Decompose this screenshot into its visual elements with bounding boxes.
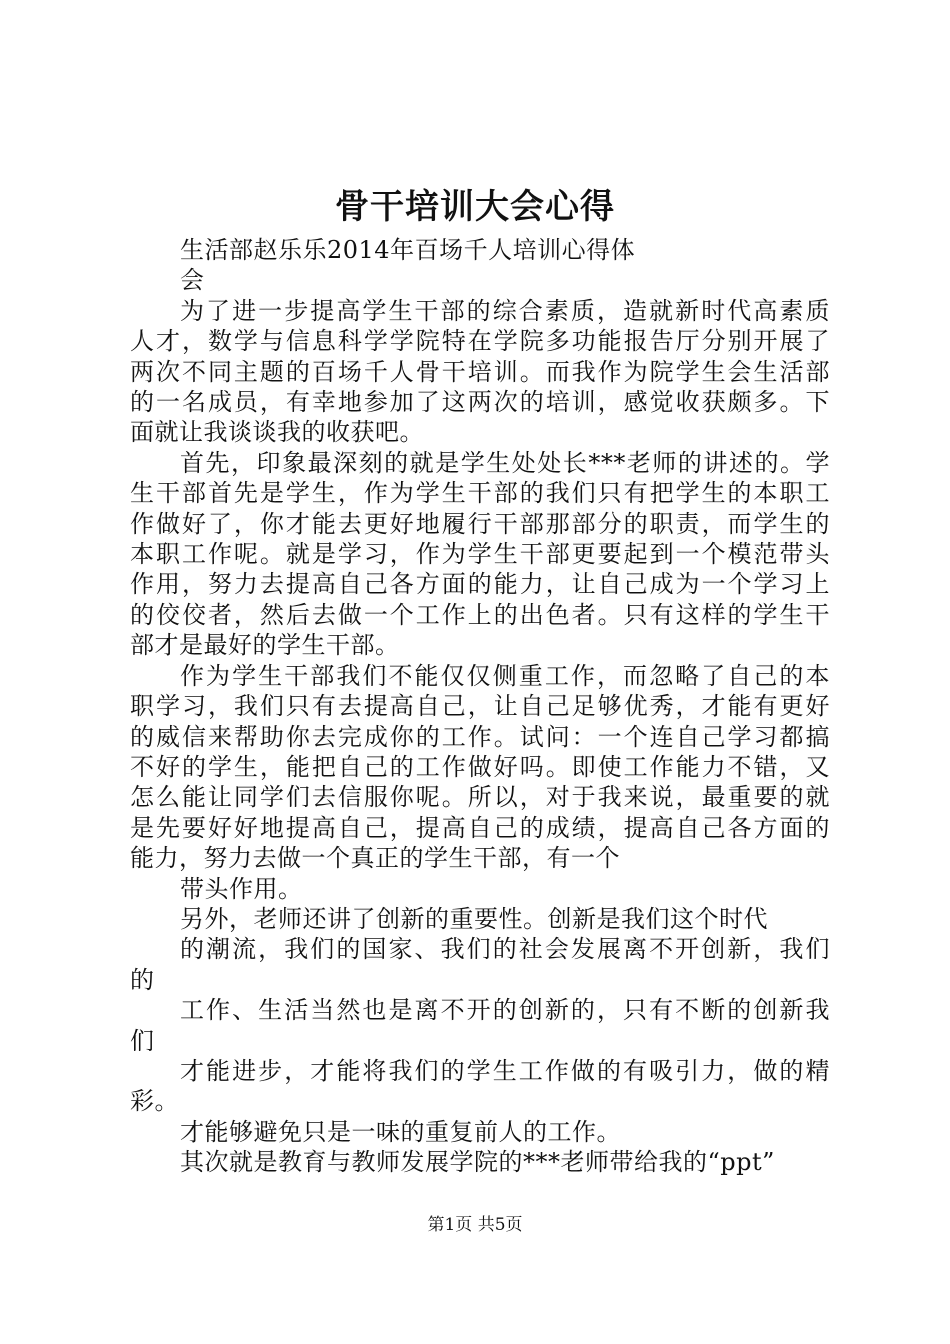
body-line: 是先要好好地提高自己，提高自己的成绩，提高自己各方面的: [130, 813, 830, 842]
body-line: 作用，努力去提高自己各方面的能力，让自己成为一个学习上: [130, 570, 830, 599]
body-line: 作做好了，你才能去更好地履行干部那部分的职责，而学生的: [130, 509, 830, 538]
body-line: 生干部首先是学生，作为学生干部的我们只有把学生的本职工: [130, 479, 830, 508]
body-line: 彩。: [130, 1087, 179, 1116]
body-line: 能力，努力去做一个真正的学生干部，有一个: [130, 844, 620, 873]
body-line: 作为学生干部我们不能仅仅侧重工作，而忽略了自己的本: [180, 661, 830, 690]
body-line: 本职工作呢。就是学习，作为学生干部更要起到一个模范带头: [130, 540, 830, 569]
body-line: 们: [130, 1026, 155, 1055]
body-line: 的: [130, 965, 155, 994]
body-line: 面就让我谈谈我的收获吧。: [130, 418, 424, 447]
body-line: 的佼佼者，然后去做一个工作上的出色者。只有这样的学生干: [130, 600, 830, 629]
body-line: 工作、生活当然也是离不开的创新的，只有不断的创新我: [180, 996, 830, 1025]
body-line: 带头作用。: [180, 874, 303, 903]
body-line: 才能够避免只是一味的重复前人的工作。: [180, 1117, 621, 1146]
body-line: 人才，数学与信息科学学院特在学院多功能报告厅分别开展了: [130, 327, 830, 356]
body-line: 不好的学生，能把自己的工作做好吗。即使工作能力不错，又: [130, 752, 830, 781]
body-line: 怎么能让同学们去信服你呢。所以，对于我来说，最重要的就: [130, 783, 830, 812]
body-line: 的潮流，我们的国家、我们的社会发展离不开创新，我们: [180, 935, 830, 964]
document-title: 骨干培训大会心得: [335, 187, 615, 227]
body-line: 的威信来帮助你去完成你的工作。试问：一个连自己学习都搞: [130, 722, 830, 751]
body-line: 的一名成员，有幸地参加了这两次的培训，感觉收获颇多。下: [130, 388, 830, 417]
body-line: 会: [180, 266, 205, 295]
body-line: 才能进步，才能将我们的学生工作做的有吸引力，做的精: [180, 1056, 830, 1085]
body-line: 另外，老师还讲了创新的重要性。创新是我们这个时代: [180, 904, 768, 933]
body-line: 为了进一步提高学生干部的综合素质，造就新时代高素质: [180, 296, 830, 325]
document-body: [130, 235, 830, 1178]
page-footer: 第1页 共5页: [427, 1215, 523, 1235]
body-line: 生活部赵乐乐2014年百场千人培训心得体: [180, 236, 636, 264]
body-line: 其次就是教育与教师发展学院的***老师带给我的“ppt”: [180, 1148, 775, 1177]
body-line: 职学习，我们只有去提高自己，让自己足够优秀，才能有更好: [130, 692, 830, 721]
body-line: 部才是最好的学生干部。: [130, 631, 400, 660]
body-line: 首先，印象最深刻的就是学生处处长***老师的讲述的。学: [180, 448, 830, 477]
body-line: 两次不同主题的百场千人骨干培训。而我作为院学生会生活部: [130, 357, 830, 386]
